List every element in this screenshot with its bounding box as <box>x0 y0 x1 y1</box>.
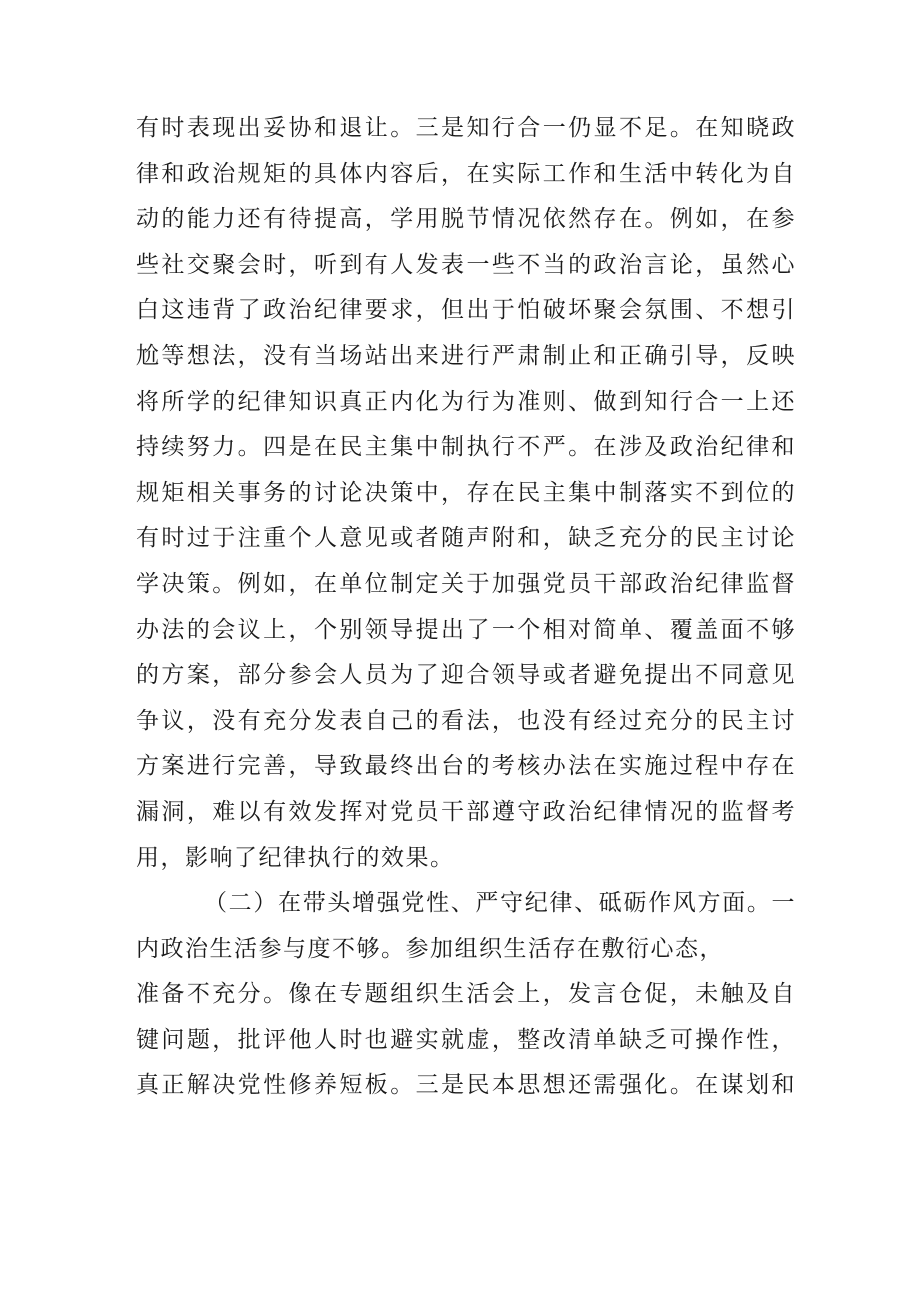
text-line: 办法的会议上，个别领导提出了一个相对简单、覆盖面不够 <box>136 616 796 643</box>
body-text <box>136 106 796 1109</box>
text-line: 尬等想法，没有当场站出来进行严肃制止和正确引导，反映 <box>136 342 796 369</box>
text-line: 规矩相关事务的讨论决策中，存在民主集中制落实不到位的 <box>136 479 796 506</box>
text-line: 有时过于注重个人意见或者随声附和，缺乏充分的民主讨论 <box>136 525 796 552</box>
text-line: 些社交聚会时，听到有人发表一些不当的政治言论，虽然心 <box>136 251 796 278</box>
text-line: 争议，没有充分发表自己的看法，也没有经过充分的民主讨 <box>136 707 796 734</box>
paragraph-end-line: 用，影响了纪律执行的效果。 <box>136 844 455 871</box>
text-line: 白这违背了政治纪律要求，但出于怕破坏聚会氛围、不想引 <box>136 297 796 324</box>
section-heading-line: （二）在带头增强党性、严守纪律、砥砺作风方面。一 <box>204 890 796 917</box>
text-line: 的方案，部分参会人员为了迎合领导或者避免提出不同意见 <box>136 662 796 689</box>
text-line: 动的能力还有待提高，学用脱节情况依然存在。例如，在参 <box>136 206 796 233</box>
text-line: 有时表现出妥协和退让。三是知行合一仍显不足。在知晓政 <box>136 115 796 141</box>
text-line: 准备不充分。像在专题组织生活会上，发言仓促，未触及自 <box>136 981 796 1008</box>
text-line: 真正解决党性修养短板。三是民本思想还需强化。在谋划和 <box>136 1072 796 1099</box>
text-line-short: 内政治生活参与度不够。参加组织生活存在敷衍心态， <box>136 935 724 962</box>
text-line: 持续努力。四是在民主集中制执行不严。在涉及政治纪律和 <box>136 434 796 461</box>
text-line: 键问题，批评他人时也避实就虚，整改清单缺乏可操作性， <box>136 1026 796 1053</box>
text-line: 学决策。例如，在单位制定关于加强党员干部政治纪律监督 <box>136 570 796 597</box>
text-line: 方案进行完善，导致最终出台的考核办法在实施过程中存在 <box>136 753 796 780</box>
text-line: 将所学的纪律知识真正内化为行为准则、做到知行合一上还 <box>136 388 796 415</box>
text-line: 漏洞，难以有效发挥对党员干部遵守政治纪律情况的监督考 <box>136 798 796 825</box>
text-line: 律和政治规矩的具体内容后，在实际工作和生活中转化为自 <box>136 160 796 187</box>
